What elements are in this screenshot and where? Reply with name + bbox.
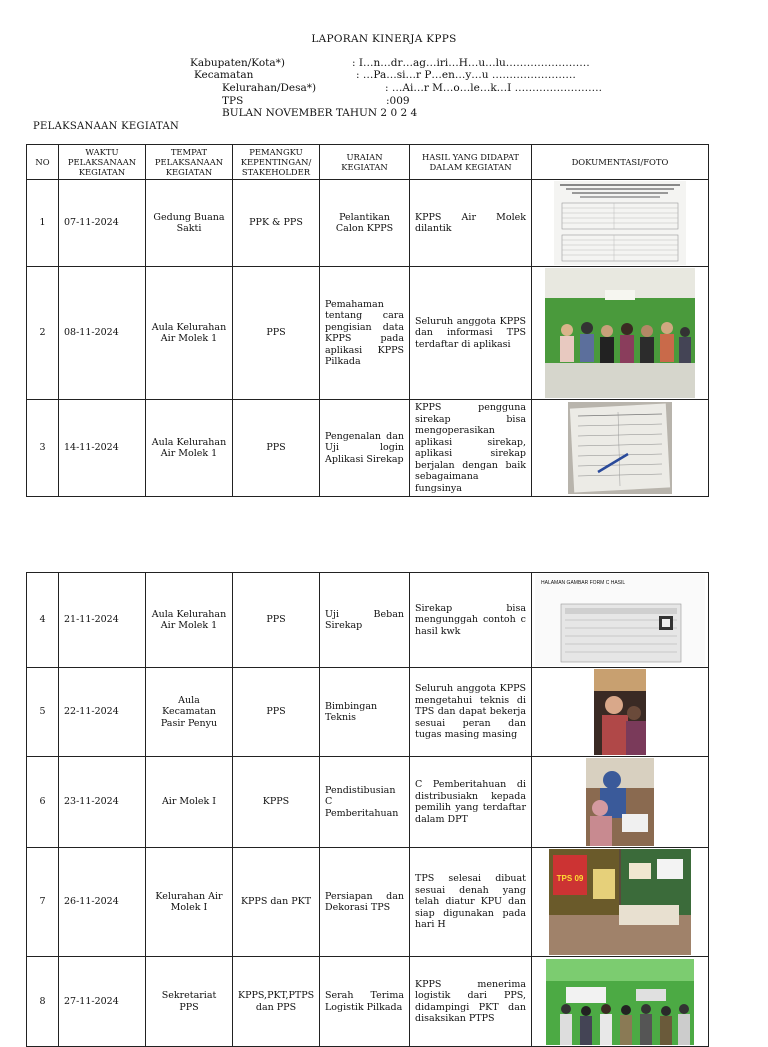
row-no: 6 <box>27 757 59 848</box>
row-foto <box>532 180 709 267</box>
row-hasil: Seluruh anggota KPPS mengetahui teknis di TPS dan dapat bekerja sesuai peran dan tugas masing masing <box>410 668 532 757</box>
tps-label: TPS <box>222 95 244 107</box>
kecamatan-label: Kecamatan <box>194 69 254 81</box>
kabupaten-label: Kabupaten/Kota*) <box>190 57 286 69</box>
document-photo <box>554 181 686 265</box>
section-title: PELAKSANAAN KEGIATAN <box>33 121 180 132</box>
table-row <box>27 180 709 267</box>
kecamatan-value: : …Pa…si…r P…en…y…u …………………… <box>356 69 576 81</box>
row-no: 1 <box>27 180 59 267</box>
row-uraian: Pendistibusian C Pemberitahuan <box>320 757 410 848</box>
kelurahan-label: Kelurahan/Desa*) <box>222 82 317 94</box>
row-uraian: Bimbingan Teknis <box>320 668 410 757</box>
tps-sign: TPS 09 <box>556 874 584 883</box>
row-stakeholder: PPS <box>233 668 320 757</box>
row-foto <box>532 400 709 497</box>
row-hasil: KPPS Air Molek dilantik <box>410 180 532 267</box>
row-waktu: 21-11-2024 <box>59 573 146 668</box>
row-tempat: Air Molek I <box>146 757 233 848</box>
tps-photo <box>549 849 691 955</box>
row-no: 8 <box>27 957 59 1047</box>
col-uraian: URAIAN KEGIATAN <box>320 145 410 180</box>
form-photo <box>568 402 672 494</box>
row-stakeholder: KPPS dan PKT <box>233 848 320 957</box>
row-uraian: Uji Beban Sirekap <box>320 573 410 668</box>
table-row <box>27 400 709 497</box>
row-hasil: C Pemberitahuan di distribusiakn kepada pemilih yang terdaftar dalam DPT <box>410 757 532 848</box>
row-hasil: TPS selesai dibuat sesuai denah yang telah diatur KPU dan siap digunakan pada hari H <box>410 848 532 957</box>
row-no: 2 <box>27 267 59 400</box>
row-foto <box>532 267 709 400</box>
row-uraian: Pengenalan dan Uji login Aplikasi Sirekap <box>320 400 410 497</box>
delivery-photo <box>586 758 654 846</box>
form-c-caption: HALAMAN GAMBAR FORM C HASIL <box>541 580 626 586</box>
table-row <box>27 573 709 668</box>
row-no: 4 <box>27 573 59 668</box>
row-stakeholder: KPPS <box>233 757 320 848</box>
group-photo <box>546 959 694 1045</box>
meeting-photo <box>545 268 695 398</box>
row-tempat: Aula Kelurahan Air Molek 1 <box>146 400 233 497</box>
row-uraian: Persiapan dan Dekorasi TPS <box>320 848 410 957</box>
col-hasil: HASIL YANG DIDAPAT DALAM KEGIATAN <box>410 145 532 180</box>
row-waktu: 27-11-2024 <box>59 957 146 1047</box>
row-uraian: Serah Terima Logistik Pilkada <box>320 957 410 1047</box>
row-foto <box>532 573 709 668</box>
row-waktu: 23-11-2024 <box>59 757 146 848</box>
row-foto <box>532 848 709 957</box>
row-stakeholder: KPPS,PKT,PTPS dan PPS <box>233 957 320 1047</box>
row-tempat: Sekretariat PPS <box>146 957 233 1047</box>
row-foto <box>532 957 709 1047</box>
col-no: NO <box>27 145 59 180</box>
row-foto <box>532 668 709 757</box>
table-row <box>27 668 709 757</box>
row-waktu: 07-11-2024 <box>59 180 146 267</box>
col-stakeholder: PEMANGKU KEPENTINGAN/ STAKEHOLDER <box>233 145 320 180</box>
table-header-row <box>27 145 709 180</box>
kelurahan-value: : …Ai…r M…o…le…k…I ……………………. <box>385 82 603 94</box>
table-row <box>27 267 709 400</box>
row-stakeholder: PPS <box>233 267 320 400</box>
row-tempat: Aula Kelurahan Air Molek 1 <box>146 573 233 668</box>
row-tempat: Gedung Buana Sakti <box>146 180 233 267</box>
activity-table-2 <box>26 572 709 1047</box>
row-waktu: 22-11-2024 <box>59 668 146 757</box>
col-waktu: WAKTU PELAKSANAAN KEGIATAN <box>59 145 146 180</box>
row-waktu: 14-11-2024 <box>59 400 146 497</box>
table-row <box>27 848 709 957</box>
row-uraian: Pemahaman tentang cara pengisian data KPPS pada aplikasi KPPS Pilkada <box>320 267 410 400</box>
period-label: BULAN NOVEMBER TAHUN 2 0 2 4 <box>222 107 418 119</box>
row-waktu: 08-11-2024 <box>59 267 146 400</box>
row-tempat: Kelurahan Air Molek I <box>146 848 233 957</box>
table-row <box>27 957 709 1047</box>
row-stakeholder: PPS <box>233 400 320 497</box>
people-photo <box>594 669 646 755</box>
row-hasil: Seluruh anggota KPPS dan informasi TPS terdaftar di aplikasi <box>410 267 532 400</box>
row-foto <box>532 757 709 848</box>
kabupaten-value: : I…n…dr…ag…iri…H…u…lu…………………… <box>352 57 590 69</box>
col-dokumentasi: DOKUMENTASI/FOTO <box>532 145 709 180</box>
row-uraian: Pelantikan Calon KPPS <box>320 180 410 267</box>
activity-table-1 <box>26 144 709 497</box>
row-hasil: KPPS pengguna sirekap bisa mengoperasikan aplikasi sirekap, aplikasi sirekap berjalan dengan baik sebagaimana fungsinya <box>410 400 532 497</box>
col-tempat: TEMPAT PELAKSANAAN KEGIATAN <box>146 145 233 180</box>
tps-value: :009 <box>386 95 410 107</box>
report-title: LAPORAN KINERJA KPPS <box>311 33 457 45</box>
row-no: 7 <box>27 848 59 957</box>
row-no: 3 <box>27 400 59 497</box>
row-tempat: Aula Kelurahan Air Molek 1 <box>146 267 233 400</box>
table-row <box>27 757 709 848</box>
row-no: 5 <box>27 668 59 757</box>
row-stakeholder: PPS <box>233 573 320 668</box>
row-waktu: 26-11-2024 <box>59 848 146 957</box>
row-hasil: Sirekap bisa mengunggah contoh c hasil kwk <box>410 573 532 668</box>
row-hasil: KPPS menerima logistik dari PPS, didampingi PKT dan disaksikan PTPS <box>410 957 532 1047</box>
row-tempat: Aula Kecamatan Pasir Penyu <box>146 668 233 757</box>
row-stakeholder: PPK & PPS <box>233 180 320 267</box>
form-c-photo <box>535 574 705 666</box>
